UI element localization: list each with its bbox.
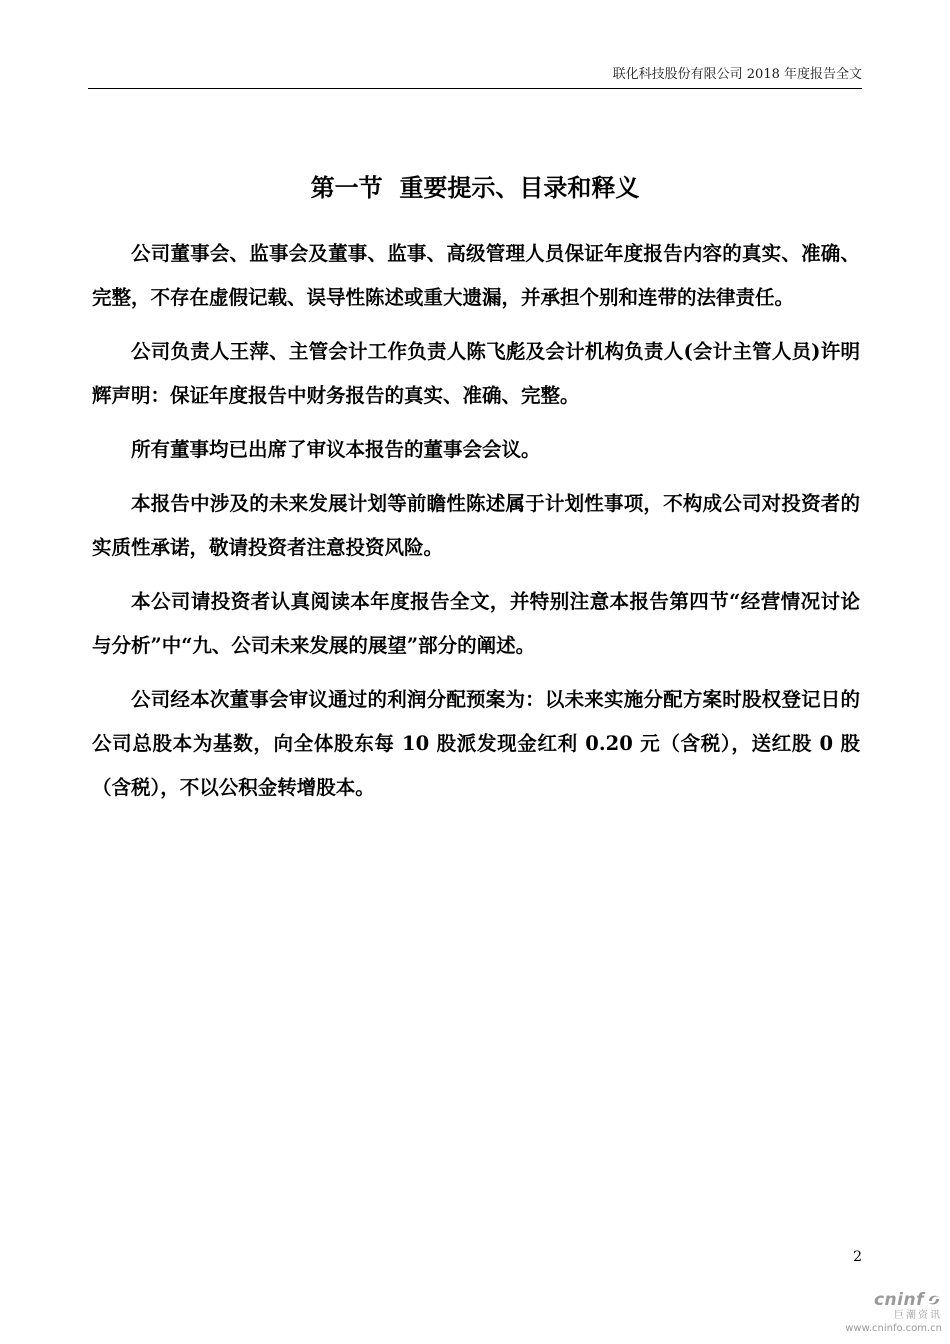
paragraph-financial-declaration: 公司负责人王萍、主管会计工作负责人陈飞彪及会计机构负责人(会计主管人员)许明辉声明：保证年度报告中财务报告的真实、准确、完整。: [92, 340, 861, 407]
body-text: [92, 232, 860, 820]
header-rule: [88, 88, 862, 89]
watermark-logo-text: cninf: [873, 1290, 924, 1310]
paragraph-forward-looking-disclaimer: 本报告中涉及的未来发展计划等前瞻性陈述属于计划性事项，不构成公司对投资者的实质性承诺，敬请投资者注意投资风险。: [92, 492, 860, 559]
section-title: 第一节 重要提示、目录和释义: [310, 173, 640, 203]
paragraph-responsibility-statement: 公司董事会、监事会及董事、监事、高级管理人员保证年度报告内容的真实、准确、完整，不存在虚假记载、误导性陈述或重大遗漏，并承担个别和连带的法律责任。: [92, 242, 860, 309]
paragraph-profit-distribution: 公司经本次董事会审议通过的利润分配预案为：以未来实施分配方案时股权登记日的公司总股本为基数，向全体股东每 10 股派发现金红利 0.20 元（含税），送红股 0 股（含税），不以公积金转增股本。: [92, 688, 860, 799]
cninfo-watermark: [830, 1290, 942, 1338]
running-header: 联化科技股份有限公司 2018 年度报告全文: [612, 67, 862, 82]
page-number: 2: [853, 1249, 862, 1265]
watermark-logo-row: [830, 1290, 942, 1310]
paragraph-reading-advice: 本公司请投资者认真阅读本年度报告全文，并特别注意本报告第四节“经营情况讨论与分析”中“九、公司未来发展的展望”部分的阐述。: [92, 590, 860, 657]
swirl-logo-icon: [926, 1292, 942, 1308]
watermark-url: www.cninfo.com.cn: [845, 1323, 942, 1334]
watermark-chinese-text: 巨潮资讯: [894, 1310, 942, 1321]
paragraph-board-attendance: 所有董事均已出席了审议本报告的董事会会议。: [131, 438, 541, 461]
